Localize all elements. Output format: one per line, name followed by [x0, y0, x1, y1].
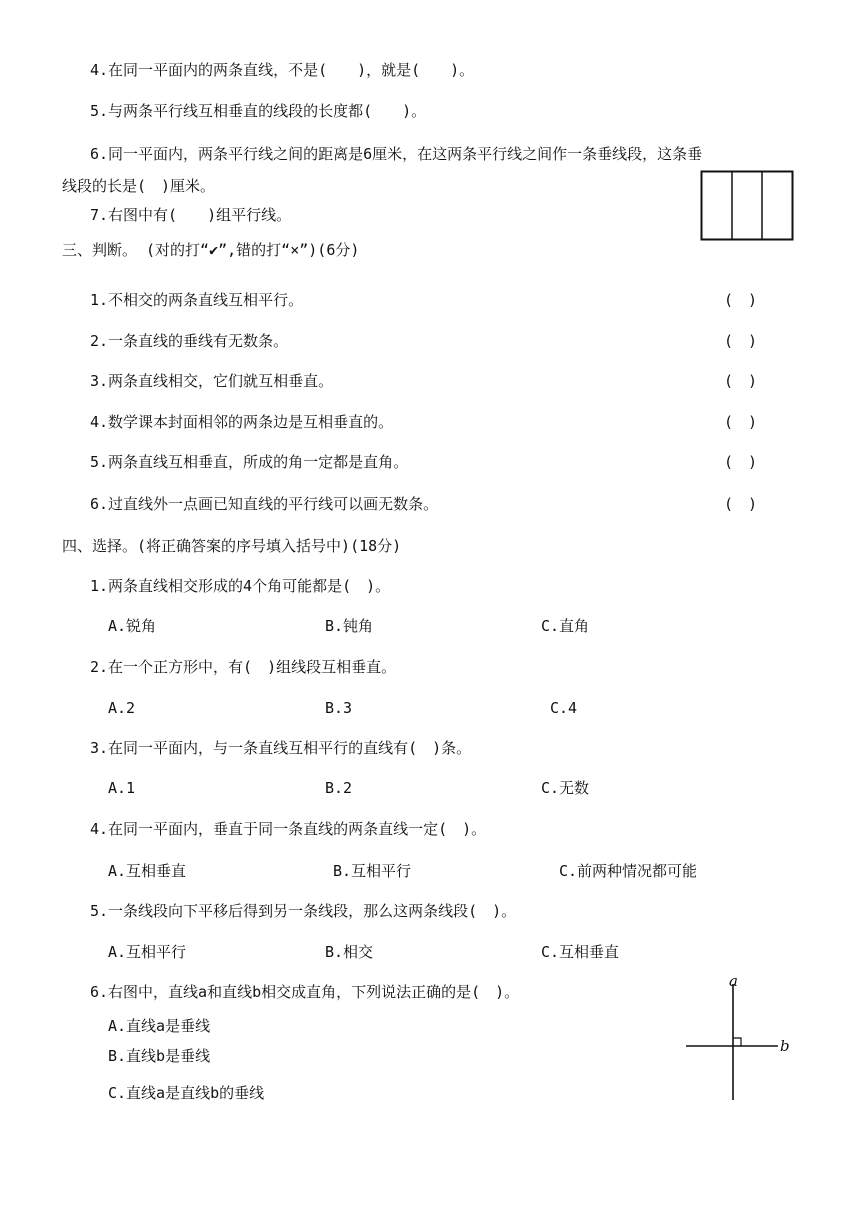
judge-item-4: 4.数学课本封面相邻的两条边是互相垂直的。	[90, 413, 394, 431]
choice-1-option-a[interactable]: A.锐角	[108, 617, 157, 635]
choice-5-option-c[interactable]: C.互相垂直	[541, 943, 620, 961]
label-a: a	[729, 972, 738, 990]
judge-answer-bracket-1[interactable]: ( )	[724, 291, 758, 309]
choice-5-option-a[interactable]: A.互相平行	[108, 943, 187, 961]
judge-section-heading: 三、判断。 (对的打“✔”,错的打“×”)(6分)	[62, 241, 360, 259]
judge-item-6: 6.过直线外一点画已知直线的平行线可以画无数条。	[90, 495, 439, 513]
parallel-lines-figure	[700, 170, 794, 242]
label-b: b	[780, 1037, 790, 1055]
choice-question-5: 5.一条线段向下平移后得到另一条线段，那么这两条线段( )。	[90, 902, 517, 920]
choice-question-4: 4.在同一平面内，垂直于同一条直线的两条直线一定( )。	[90, 820, 487, 838]
judge-answer-bracket-4[interactable]: ( )	[724, 413, 758, 431]
fill-question-4: 4.在同一平面内的两条直线，不是( )，就是( )。	[90, 61, 475, 79]
choice-question-1: 1.两条直线相交形成的4个角可能都是( )。	[90, 577, 391, 595]
fill-question-6-line2: 线段的长是( )厘米。	[62, 177, 216, 195]
judge-answer-bracket-6[interactable]: ( )	[724, 495, 758, 513]
right-angle-mark	[733, 1038, 741, 1046]
choice-6-option-c[interactable]: C.直线a是直线b的垂线	[108, 1084, 265, 1102]
choice-2-option-c[interactable]: C.4	[550, 699, 578, 717]
judge-answer-bracket-5[interactable]: ( )	[724, 453, 758, 471]
choice-3-option-b[interactable]: B.2	[325, 779, 353, 797]
choice-1-option-c[interactable]: C.直角	[541, 617, 590, 635]
judge-item-3: 3.两条直线相交，它们就互相垂直。	[90, 372, 334, 390]
choice-6-option-a[interactable]: A.直线a是垂线	[108, 1017, 211, 1035]
judge-item-5: 5.两条直线互相垂直，所成的角一定都是直角。	[90, 453, 409, 471]
choice-question-3: 3.在同一平面内，与一条直线互相平行的直线有( )条。	[90, 739, 472, 757]
fill-question-5: 5.与两条平行线互相垂直的线段的长度都( )。	[90, 102, 427, 120]
choice-2-option-b[interactable]: B.3	[325, 699, 353, 717]
choice-4-option-b[interactable]: B.互相平行	[333, 862, 412, 880]
figure-rectangle	[702, 172, 793, 240]
choice-question-2: 2.在一个正方形中，有( )组线段互相垂直。	[90, 658, 397, 676]
choice-4-option-c[interactable]: C.前两种情况都可能	[559, 862, 698, 880]
choice-1-option-b[interactable]: B.钝角	[325, 617, 374, 635]
choice-question-6: 6.右图中，直线a和直线b相交成直角，下列说法正确的是( )。	[90, 983, 520, 1001]
choice-4-option-a[interactable]: A.互相垂直	[108, 862, 187, 880]
perpendicular-lines-figure	[680, 970, 800, 1110]
choice-2-option-a[interactable]: A.2	[108, 699, 136, 717]
judge-item-1: 1.不相交的两条直线互相平行。	[90, 291, 304, 309]
choice-section-heading: 四、选择。(将正确答案的序号填入括号中)(18分)	[62, 537, 402, 555]
choice-3-option-a[interactable]: A.1	[108, 779, 136, 797]
choice-3-option-c[interactable]: C.无数	[541, 779, 590, 797]
fill-question-7: 7.右图中有( )组平行线。	[90, 206, 292, 224]
choice-6-option-b[interactable]: B.直线b是垂线	[108, 1047, 211, 1065]
choice-5-option-b[interactable]: B.相交	[325, 943, 374, 961]
judge-item-2: 2.一条直线的垂线有无数条。	[90, 332, 289, 350]
judge-answer-bracket-2[interactable]: ( )	[724, 332, 758, 350]
judge-answer-bracket-3[interactable]: ( )	[724, 372, 758, 390]
fill-question-6-line1: 6.同一平面内，两条平行线之间的距离是6厘米，在这两条平行线之间作一条垂线段，这条垂	[90, 145, 703, 163]
